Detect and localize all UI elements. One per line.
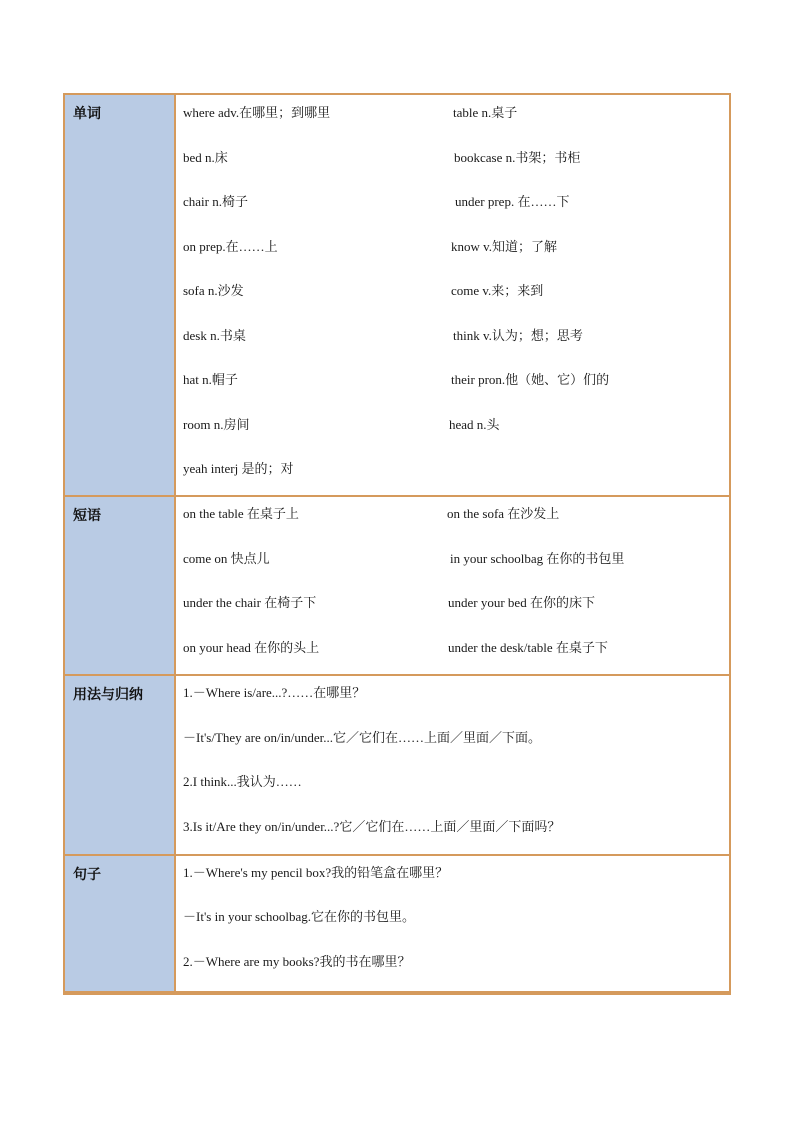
phrase-item: on the sofa 在沙发上 [447,506,560,521]
vocab-content [176,95,729,495]
vocab-item: hat n.帽子 [183,372,238,387]
vocab-row [65,95,729,495]
usage-line: －It's/They are on/in/under...它／它们在……上面／里面／下面。 [183,730,542,745]
vocab-item: table n.桌子 [453,105,518,120]
vocab-heading: 单词 [65,95,174,495]
usage-content [176,676,729,854]
usage-line: 2.I think...我认为…… [183,774,302,789]
sentence-line: 1.－Where's my pencil box?我的铅笔盒在哪里？ [183,865,449,880]
sentences-heading: 句子 [65,856,174,991]
vocab-item: bookcase n.书架；书柜 [454,150,581,165]
vocab-item: under prep. 在……下 [455,194,570,209]
phrase-item: come on 快点儿 [183,551,270,566]
vocab-item: on prep.在……上 [183,239,278,254]
phrase-item: on the table 在桌子上 [183,506,299,521]
vocab-item: know v.知道；了解 [451,239,558,254]
vocab-item: bed n.床 [183,150,228,165]
phrase-item: in your schoolbag 在你的书包里 [450,551,625,566]
vocab-item: chair n.椅子 [183,194,248,209]
phrase-item: under the desk/table 在桌子下 [448,640,608,655]
sentences-row [65,856,729,991]
usage-line: 1.－Where is/are...?……在哪里？ [183,685,366,700]
phrases-content [176,497,729,674]
vocab-item: sofa n.沙发 [183,283,244,298]
vocab-item: think v.认为；想；思考 [453,328,583,343]
phrase-item: under the chair 在椅子下 [183,595,317,610]
vocab-item: their pron.他（她、它）们的 [451,372,610,387]
sentence-line: 2.－Where are my books?我的书在哪里？ [183,954,411,969]
sentence-line: －It's in your schoolbag.它在你的书包里。 [183,909,415,924]
study-table [63,93,731,995]
phrases-row [65,497,729,674]
vocab-item: yeah interj 是的；对 [183,461,294,476]
phrase-item: on your head 在你的头上 [183,640,320,655]
phrase-item: under your bed 在你的床下 [448,595,595,610]
usage-heading: 用法与归纳 [65,676,174,854]
vocab-item: where adv.在哪里；到哪里 [183,105,331,120]
sentences-content [176,856,729,991]
usage-row [65,676,729,854]
vocab-item: come v.来；来到 [451,283,544,298]
vocab-item: desk n.书桌 [183,328,246,343]
vocab-item: head n.头 [449,417,500,432]
vocab-item: room n.房间 [183,417,250,432]
usage-line: 3.Is it/Are they on/in/under...?它／它们在……上面／里面／下面吗？ [183,819,561,834]
phrases-heading: 短语 [65,497,174,674]
